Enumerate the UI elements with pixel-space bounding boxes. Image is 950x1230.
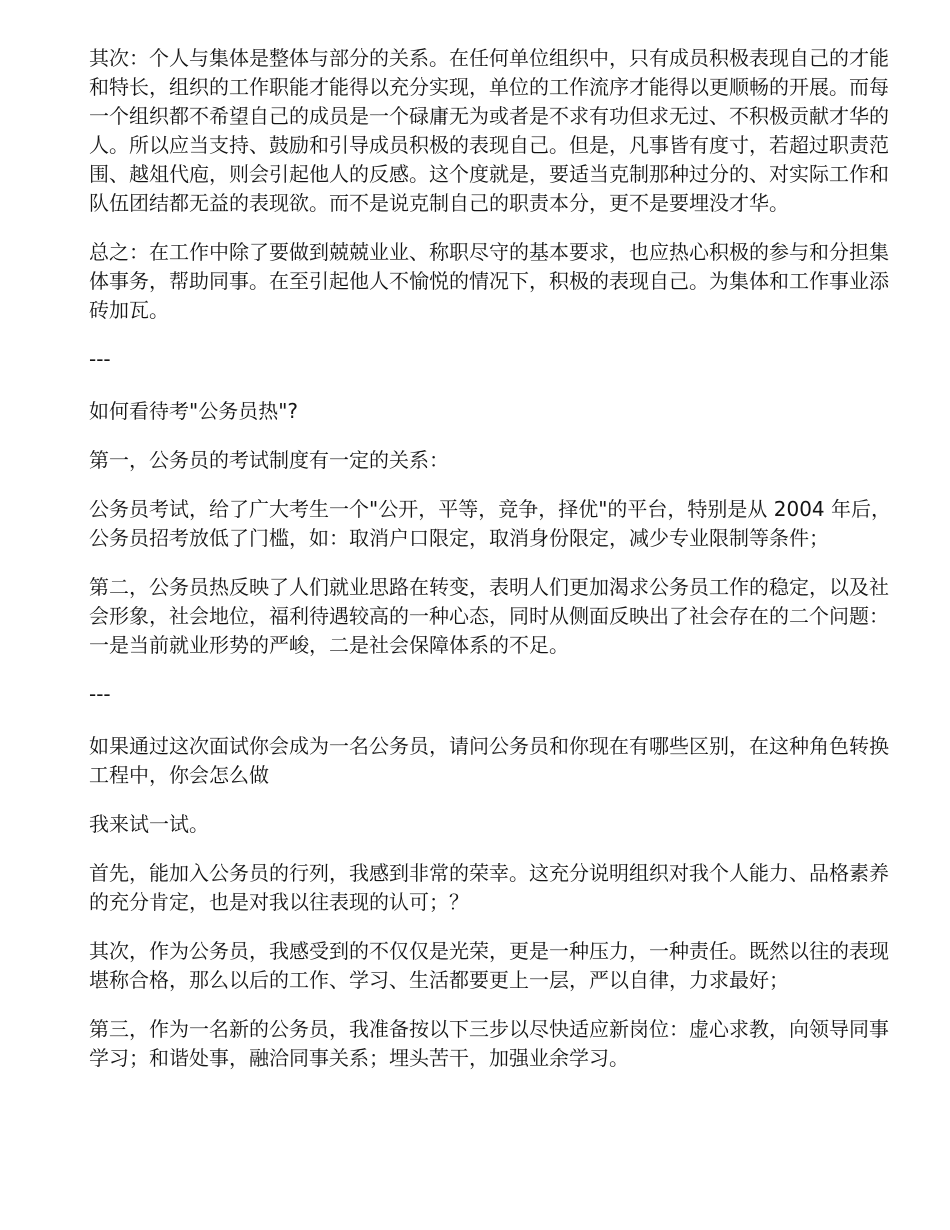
paragraph-firstly: 首先，能加入公务员的行列，我感到非常的荣幸。这充分说明组织对我个人能力、品格素养的充分肯定，也是对我以往表现的认可；？ <box>89 861 889 914</box>
document-body <box>89 44 904 1093</box>
section-separator: --- <box>89 682 111 706</box>
paragraph-second-point: 第二，公务员热反映了人们就业思路在转变，表明人们更加渴求公务员工作的稳定，以及社会形象，社会地位，福利待遇较高的一种心态，同时从侧面反映出了社会存在的二个问题：一是当前就业形势的严峻，二是社会保障体系的不足。 <box>89 575 889 657</box>
paragraph-secondly: 其次，作为公务员，我感受到的不仅仅是光荣，更是一种压力，一种责任。既然以往的表现堪称合格，那么以后的工作、学习、生活都要更上一层，严以自律，力求最好； <box>89 939 889 992</box>
paragraph-summary: 总之：在工作中除了要做到兢兢业业、称职尽守的基本要求，也应热心积极的参与和分担集体事务，帮助同事。在至引起他人不愉悦的情况下，积极的表现自己。为集体和工作事业添砖加瓦。 <box>89 240 889 322</box>
paragraph-individual-collective: 其次：个人与集体是整体与部分的关系。在任何单位组织中，只有成员积极表现自己的才能和特长，组织的工作职能才能得以充分实现，单位的工作流序才能得以更顺畅的开展。而每一个组织都不希望自己的成员是一个碌庸无为或者是不求有功但求无过、不积极贡献才华的人。所以应当支持、鼓励和引导成员积极的表现自己。但是，凡事皆有度寸，若超过职责范围、越俎代庖，则会引起他人的反感。这个度就是，要适当克制那种过分的、对实际工作和队伍团结都无益的表现欲。而不是说克制自己的职责本分，更不是要埋没才华。 <box>89 46 889 215</box>
paragraph-intro: 我来试一试。 <box>89 812 209 836</box>
paragraph-exam-platform: 公务员考试，给了广大考生一个"公开，平等，竞争，择优"的平台，特别是从 2004 年后，公务员招考放低了门槛，如：取消户口限定，取消身份限定，减少专业限制等条件； <box>89 497 892 550</box>
question-civil-servant-fever: 如何看待考"公务员热"? <box>89 399 299 423</box>
paragraph-first-point: 第一，公务员的考试制度有一定的关系： <box>89 448 449 472</box>
paragraph-thirdly: 第三，作为一名新的公务员，我准备按以下三步以尽快适应新岗位：虚心求教，向领导同事学习；和谐处事，融洽同事关系；埋头苦干，加强业余学习。 <box>89 1017 889 1070</box>
question-role-transition: 如果通过这次面试你会成为一名公务员，请问公务员和你现在有哪些区别，在这种角色转换工程中，你会怎么做 <box>89 734 889 787</box>
section-separator: --- <box>89 347 111 371</box>
